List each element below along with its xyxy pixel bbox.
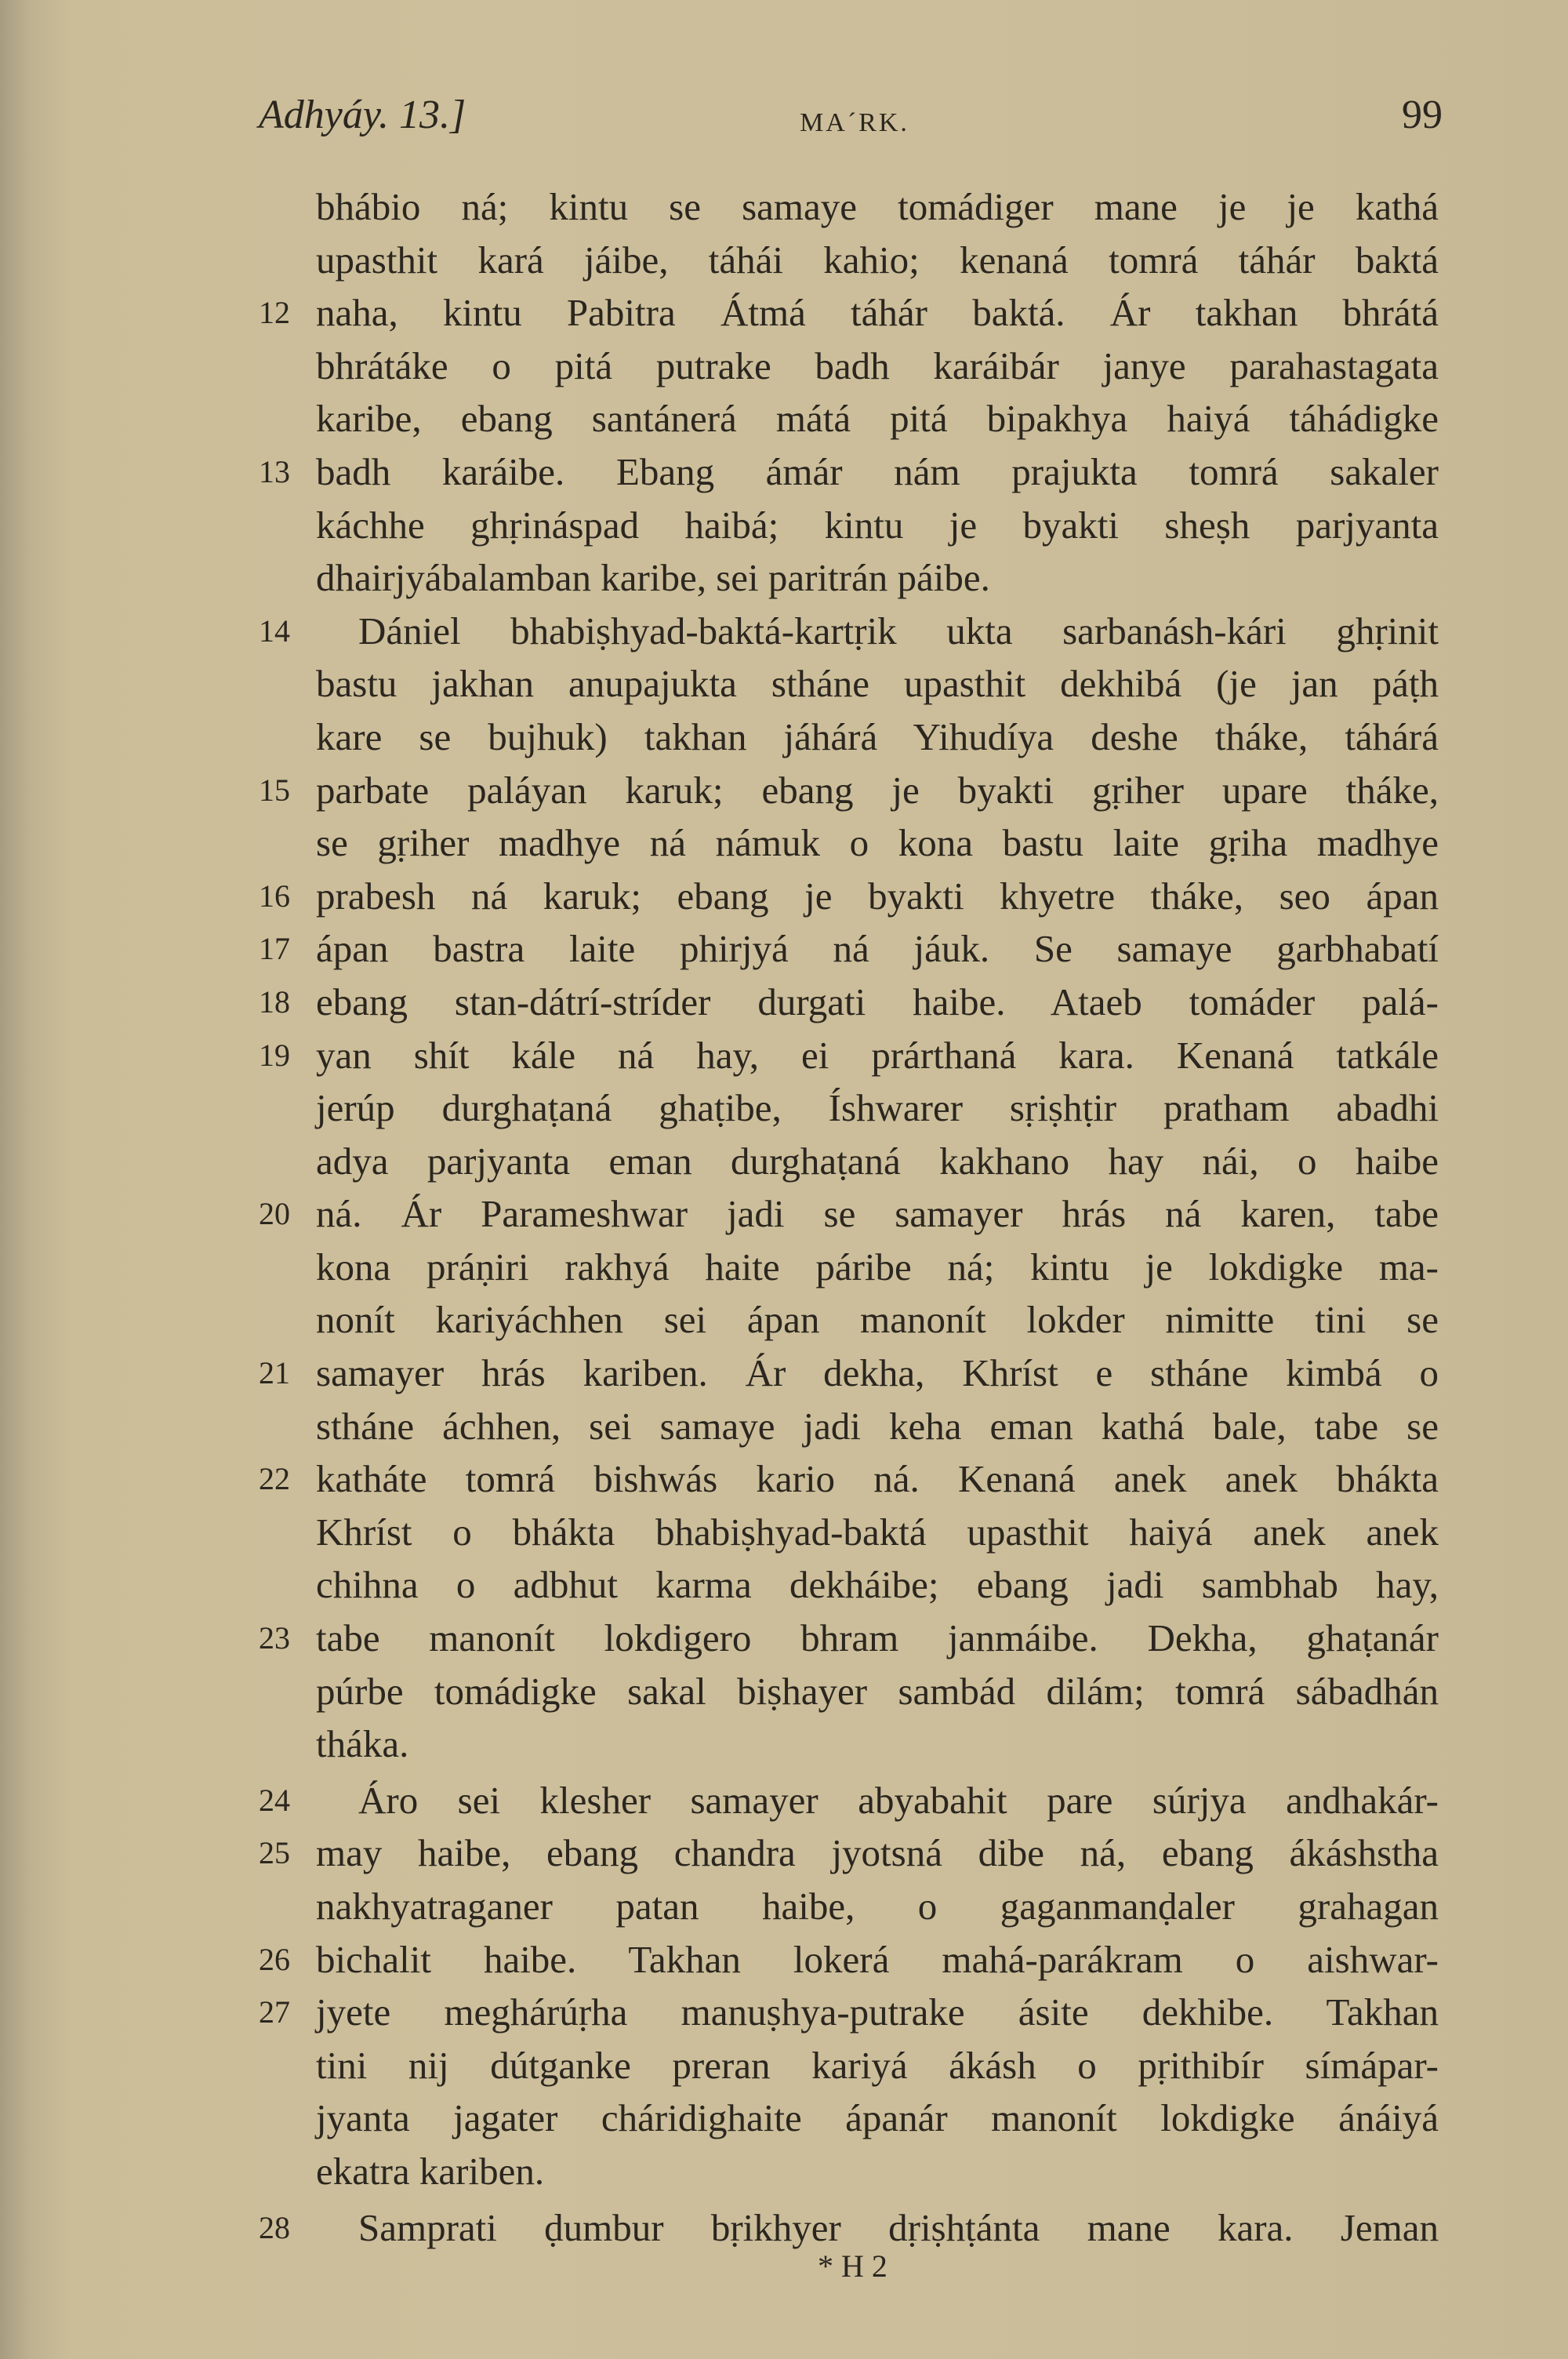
line-text: katháte tomrá bishwás kario ná. Kenaná anek anek bhákta: [316, 1457, 1439, 1501]
verse-number: 25: [259, 1835, 290, 1871]
text-line: [259, 1717, 1439, 1771]
text-line: [259, 1187, 1439, 1241]
line-text: naha, kintu Pabitra Átmá táhár baktá. Ár takhan bhrátá: [316, 291, 1439, 335]
line-text: may haibe, ebang chandra jyotsná dibe ná, ebang ákáshstha: [316, 1831, 1439, 1875]
line-text: samayer hrás kariben. Ár dekha, Khríst e stháne kimbá o: [316, 1351, 1439, 1395]
text-line: [259, 605, 1439, 658]
text-line: [259, 1241, 1439, 1294]
verse-number: 17: [259, 931, 290, 967]
verse-number: 23: [259, 1620, 290, 1656]
line-text: nonít kariyáchhen sei ápan manonít lokder nimitte tini se: [316, 1298, 1439, 1342]
running-head-book: MA´RK.: [800, 108, 909, 137]
verse-number: 14: [259, 612, 290, 649]
line-text: púrbe tomádigke sakal biṣhayer sambád dilám; tomrá sábadhán: [316, 1669, 1439, 1713]
text-line: [259, 1347, 1439, 1400]
verse-number: 13: [259, 453, 290, 489]
text-line: [259, 1029, 1439, 1082]
text-line: [259, 922, 1439, 976]
line-text: Dániel bhabiṣhyad-baktá-kartṛik ukta sarbanásh-kári ghṛinit: [358, 609, 1439, 652]
text-line: [259, 816, 1439, 870]
text-line: [259, 2145, 1439, 2198]
line-text: nakhyatraganer patan haibe, o gaganmanḍaler grahagan: [316, 1885, 1439, 1928]
text-line: [259, 1452, 1439, 1506]
line-text: káchhe ghṛináspad haibá; kintu je byakti sheṣh parjyanta: [316, 503, 1439, 547]
text-line: [259, 657, 1439, 711]
line-text: ekatra kariben.: [316, 2149, 545, 2193]
verse-number: 18: [259, 983, 290, 1020]
verse-number: 26: [259, 1941, 290, 1977]
running-head-chapter: Adhyáy. 13.]: [259, 93, 466, 137]
text-line: [259, 499, 1439, 552]
line-text: ná. Ár Parameshwar jadi se samayer hrás ná karen, tabe: [316, 1192, 1439, 1236]
verse-number: 20: [259, 1196, 290, 1232]
line-text: bastu jakhan anupajukta stháne upasthit dekhibá (je jan páṭh: [316, 662, 1439, 706]
verse-number: 16: [259, 878, 290, 914]
text-line: [259, 1293, 1439, 1347]
text-line: [259, 2201, 1439, 2255]
verse-number: 12: [259, 295, 290, 331]
line-text: se gṛiher madhye ná námuk o kona bastu laite gṛiha madhye: [316, 821, 1439, 865]
verse-number: 28: [259, 2209, 290, 2245]
text-line: [259, 1400, 1439, 1453]
line-text: bhábio ná; kintu se samaye tomádiger mane je je kathá: [316, 185, 1439, 228]
line-text: adya parjyanta eman durghaṭaná kakhano hay nái, o haibe: [316, 1139, 1439, 1183]
verse-number: 22: [259, 1461, 290, 1497]
signature-mark: * H 2: [818, 2248, 887, 2284]
text-line: [259, 1506, 1439, 1559]
verse-number: 24: [259, 1782, 290, 1818]
text-line: [259, 1135, 1439, 1188]
text-line: [259, 234, 1439, 287]
text-line: [259, 551, 1439, 605]
line-text: tháka.: [316, 1722, 409, 1766]
text-line: [259, 1826, 1439, 1880]
text-line: [259, 2039, 1439, 2092]
text-line: [259, 1558, 1439, 1612]
line-text: jyanta jagater cháridighaite ápanár manonít lokdigke ánáiyá: [316, 2096, 1439, 2140]
line-text: dhairjyábalamban karibe, sei paritrán páibe.: [316, 556, 990, 600]
line-text: parbate paláyan karuk; ebang je byakti gṛiher upare tháke,: [316, 768, 1439, 812]
line-text: bichalit haibe. Takhan lokerá mahá-parákram o aishwar-: [316, 1937, 1439, 1981]
line-text: tini nij dútganke preran kariyá ákásh o pṛithibír símápar-: [316, 2043, 1439, 2087]
line-text: Khríst o bhákta bhabiṣhyad-baktá upasthit haiyá anek anek: [316, 1510, 1439, 1554]
text-line: [259, 1774, 1439, 1827]
verse-number: 27: [259, 1994, 290, 2030]
text-line: [259, 1612, 1439, 1665]
line-text: Áro sei klesher samayer abyabahit pare súrjya andhakár-: [358, 1778, 1439, 1822]
line-text: prabesh ná karuk; ebang je byakti khyetre tháke, seo ápan: [316, 874, 1439, 918]
text-line: [259, 180, 1439, 234]
line-text: yan shít kále ná hay, ei prárthaná kara. Kenaná tatkále: [316, 1033, 1439, 1077]
verse-number: 21: [259, 1355, 290, 1391]
line-text: upasthit kará jáibe, táhái kahio; kenaná tomrá táhár baktá: [316, 238, 1439, 282]
line-text: chihna o adbhut karma dekháibe; ebang jadi sambhab hay,: [316, 1563, 1439, 1607]
text-line: [259, 764, 1439, 817]
line-text: jerúp durghaṭaná ghaṭibe, Íshwarer sṛiṣhṭir pratham abadhi: [316, 1086, 1439, 1130]
line-text: karibe, ebang santánerá mátá pitá bipakhya haiyá táhádigke: [316, 397, 1439, 441]
text-line: [259, 870, 1439, 923]
text-line: [259, 392, 1439, 445]
line-text: ebang stan-dátrí-stríder durgati haibe. Ataeb tomáder palá-: [316, 980, 1439, 1023]
text-line: [259, 445, 1439, 499]
text-line: [259, 1081, 1439, 1135]
page-number: 99: [1402, 93, 1443, 137]
text-line: [259, 1880, 1439, 1933]
text-line: [259, 1933, 1439, 1986]
text-line: [259, 711, 1439, 764]
line-text: bhrátáke o pitá putrake badh karáibár janye parahastagata: [316, 343, 1439, 387]
verse-number: 19: [259, 1037, 290, 1073]
line-text: Samprati ḍumbur bṛikhyer dṛiṣhṭánta mane kara. Jeman: [358, 2205, 1439, 2249]
line-text: jyete meghárúṛha manuṣhya-putrake ásite dekhibe. Takhan: [316, 1990, 1439, 2034]
line-text: kare se bujhuk) takhan jáhárá Yihudíya deshe tháke, táhárá: [316, 714, 1439, 758]
line-text: ápan bastra laite phirjyá ná jáuk. Se samaye garbhabatí: [316, 927, 1439, 971]
page-body: [259, 180, 1439, 2254]
text-line: [259, 976, 1439, 1029]
line-text: tabe manonít lokdigero bhram janmáibe. Dekha, ghaṭanár: [316, 1616, 1439, 1660]
text-line: [259, 340, 1439, 393]
line-text: stháne áchhen, sei samaye jadi keha eman kathá bale, tabe se: [316, 1404, 1439, 1448]
text-line: [259, 1986, 1439, 2039]
verse-number: 15: [259, 772, 290, 808]
line-text: badh karáibe. Ebang ámár nám prajukta tomrá sakaler: [316, 449, 1439, 493]
text-line: [259, 1665, 1439, 1718]
text-line: [259, 2092, 1439, 2145]
text-line: [259, 286, 1439, 340]
line-text: kona práṇiri rakhyá haite páribe ná; kintu je lokdigke ma-: [316, 1245, 1439, 1289]
